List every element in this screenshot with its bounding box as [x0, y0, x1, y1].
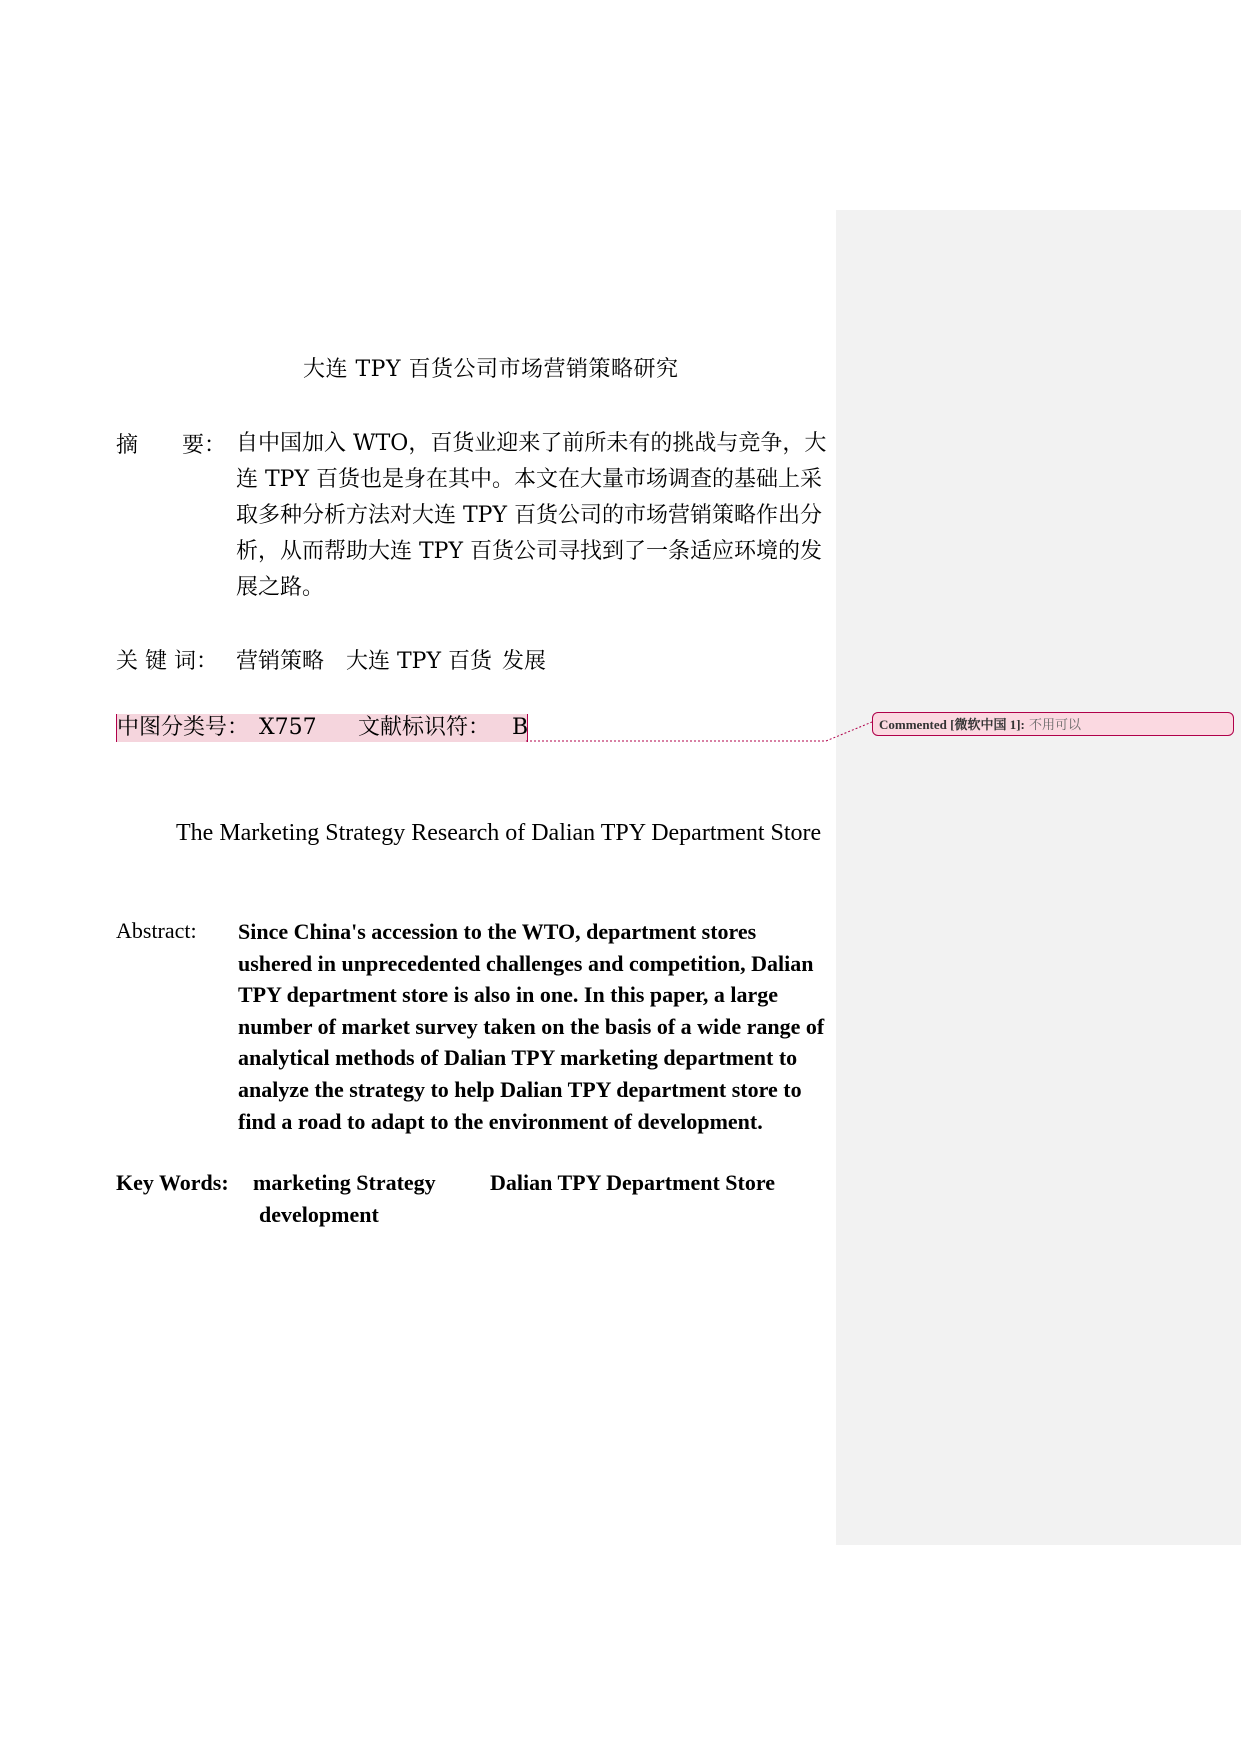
comment-balloon[interactable]	[872, 712, 1234, 736]
chinese-title: 大连 TPY 百货公司市场营销策略研究	[303, 357, 679, 382]
english-keyword: Dalian TPY Department Store	[490, 1170, 775, 1195]
english-abstract-text: Since China's accession to the WTO, department stores ushered in unprecedented challenges and competition, Dalian TPY department store is also in one. In this paper, a large number of market survey taken on the basis of a wide range of analytical methods of Dalian TPY marketing department to analyze the strategy to help Dalian TPY department store to find a road to adapt to the environment of development.	[238, 919, 825, 1134]
chinese-abstract-text: 自中国加入 WTO，百货业迎来了前所未有的挑战与竞争，大连 TPY 百货也是身在其中。本文在大量市场调查的基础上采取多种分析方法对大连 TPY 百货公司的市场营销策略作出分析，从而帮助大连 TPY 百货公司寻找到了一条适应环境的发展之路。	[236, 431, 827, 600]
document-id-value: B	[512, 715, 529, 740]
document-id-label: 文献标识符：	[358, 715, 491, 740]
english-keyword: marketing Strategy	[253, 1170, 436, 1195]
classification-value: X757	[259, 715, 317, 740]
english-abstract-label: Abstract:	[116, 918, 197, 943]
chinese-keywords-label: 关 键 词：	[116, 649, 218, 674]
english-keyword: development	[259, 1202, 379, 1227]
chinese-keyword: 发展	[502, 649, 547, 674]
english-title: The Marketing Strategy Research of Dalian TPY Department Store	[176, 820, 822, 846]
chinese-keyword: 营销策略	[236, 649, 325, 674]
comment-text: 不用可以	[1029, 718, 1082, 733]
english-keywords-label: Key Words:	[116, 1170, 229, 1195]
chinese-abstract-label: 摘 要：	[116, 433, 227, 458]
chinese-keyword: 大连 TPY 百货	[346, 649, 492, 674]
comment-author: Commented [微软中国 1]:	[879, 717, 1025, 732]
classification-label: 中图分类号：	[117, 715, 250, 740]
